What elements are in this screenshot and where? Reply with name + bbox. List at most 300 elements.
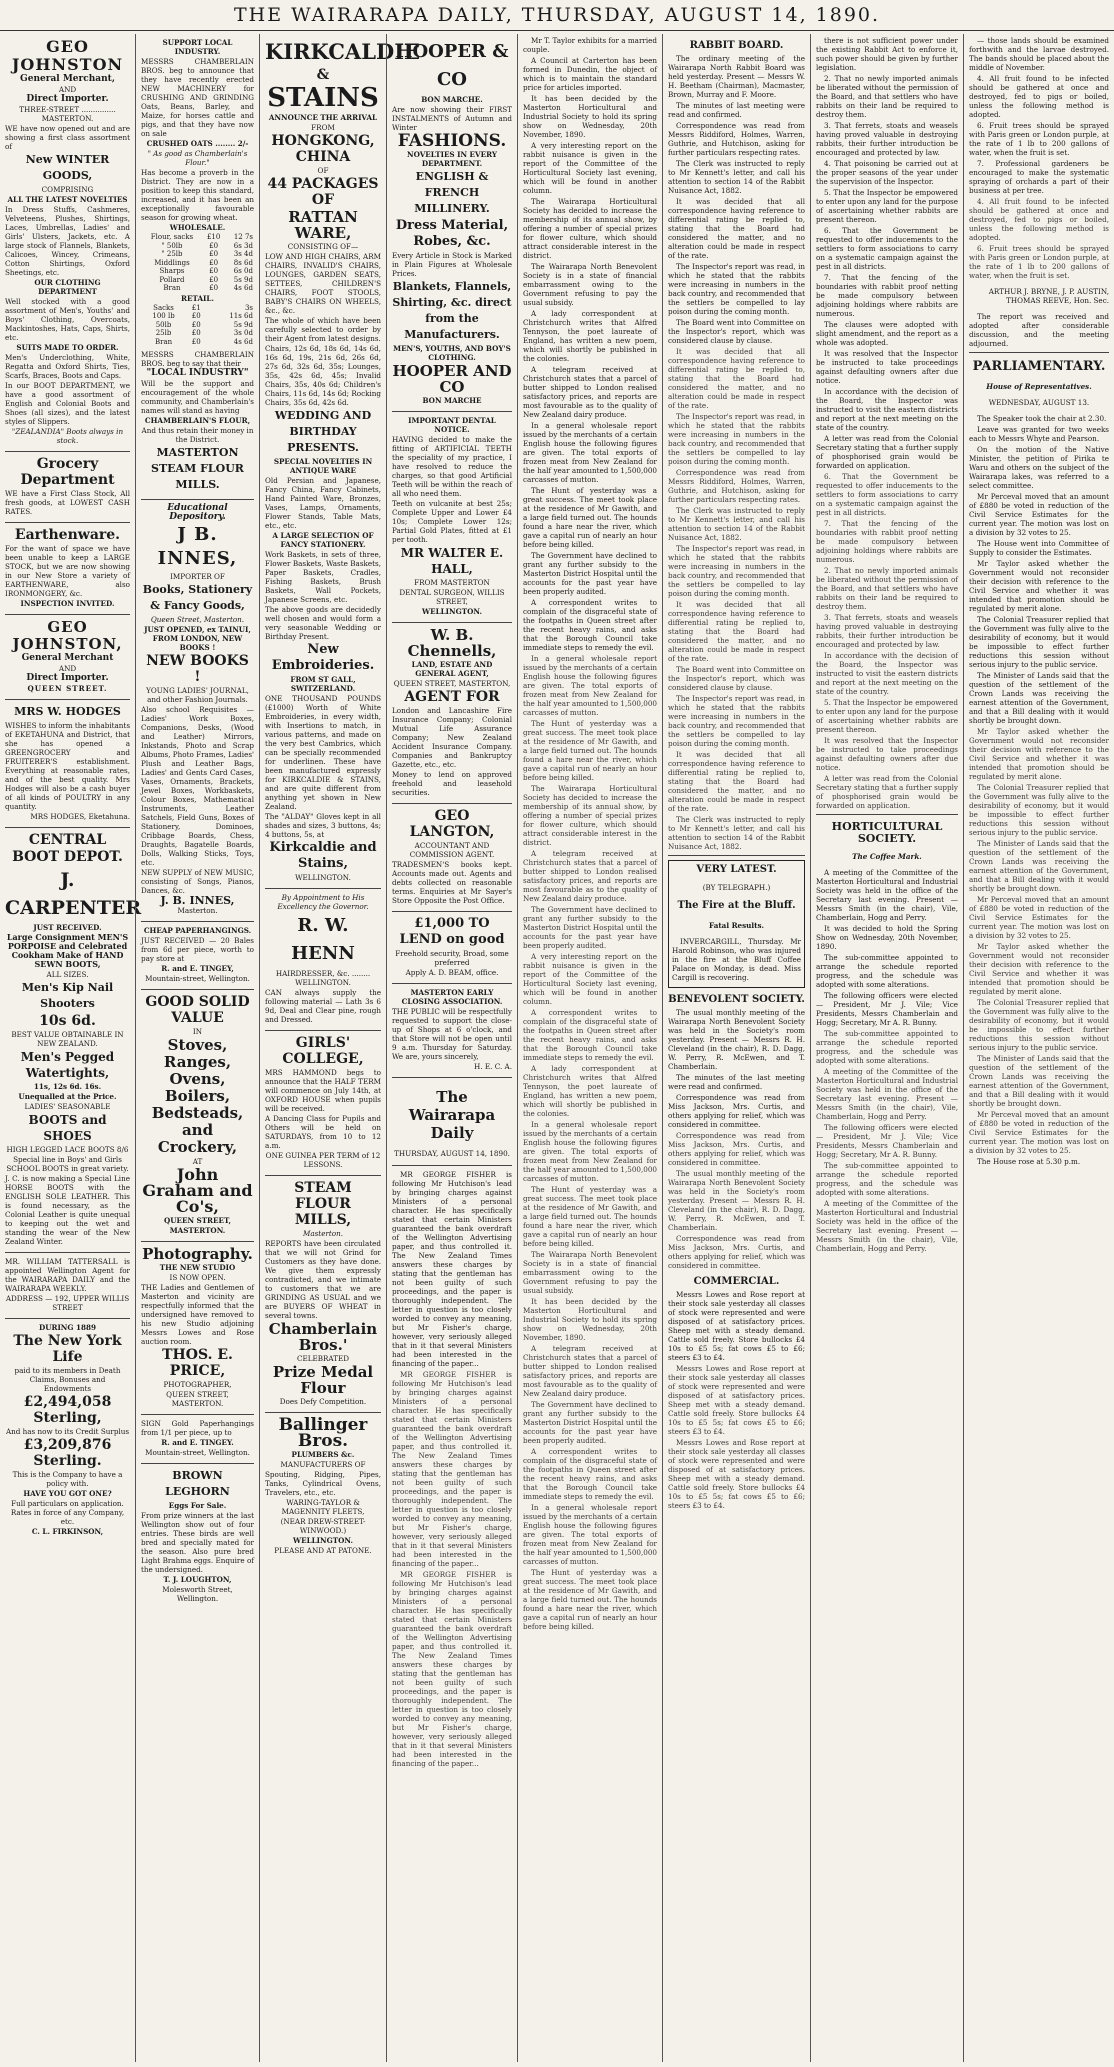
lend-freehold: Freehold security, Broad, some preferred [395, 949, 509, 967]
henn-body: CAN always supply the following material — Lath 3s 6 9d, Deal and Clear pine, rough and Dressed. [265, 988, 381, 1024]
hall-sub: FROM MASTERTON [414, 578, 490, 587]
nyl-question: HAVE YOU GOT ONE? [23, 1489, 112, 1498]
nyl-full: Full particulars on application. Rates in force of any Company, etc. [10, 1499, 125, 1526]
news-3-cont: The Wairarapa Horticultural Society has decided to increase the membership of its annual show, by offering a number of special prizes for flower culture, which should attract considerable interest in the district. [523, 784, 657, 847]
wholesale-cell: £10 [206, 233, 221, 241]
rabbit-cont-19: A letter was read from the Colonial Secretary stating that a further supply of phosphorised grain would be forwarded on application. [816, 774, 958, 810]
parl-body-12: Mr Perceval moved that an amount of £880 be voted in reduction of the Civil Service Estimates for the current year. The motion was lost on a division by 32 votes to 25. [969, 894, 1109, 940]
dentist-ad [392, 412, 512, 623]
crushed-oats: CRUSHED OATS ........ 2/- [146, 139, 249, 148]
hooper-bon: BON MARCHE. [421, 95, 483, 104]
good-as: " As good as Chamberlain's Flour." [147, 149, 248, 167]
retail-row [141, 304, 254, 313]
parl-body-3: On the motion of the Native Minister, the petition of Pirika te Waru and others on the subject of the Wairarapa lakes, was referred to a select committee. [969, 444, 1109, 490]
langton-body: TRADESMEN'S books kept. Accounts made out. Agents and debts collected on reasonable terms. Enquiries at Mr Sayer's Store Opposite the Post Office. [392, 860, 512, 905]
news-6-cont: A very interesting report on the rabbit nuisance is given in the report of the Committee of the Horticultural Society last evening, which will be found in another column. [523, 952, 657, 1006]
tingey-name: R. and E. TINGEY, [161, 964, 234, 973]
hooper-novelties: NOVELTIES IN EVERY DEPARTMENT. [407, 150, 497, 168]
hort-body-8: The sub-committee appointed to arrange the schedule reported progress, and the schedule was adopted with some alterations. [816, 1161, 958, 1198]
rabbit-body-7: The Board went into Committee on the Inspector's report, which was considered clause by clause. [668, 318, 805, 345]
wholesale-row [141, 284, 254, 293]
parl-body-15: The Minister of Lands said that the question of the settlement of the Crown Lands was receiving the earnest attention of the Government, and that a Bill dealing with it would shortly be brought down. [969, 1053, 1109, 1108]
retail-cell: £0 [191, 320, 201, 329]
innes-name: J B. INNES, [157, 524, 238, 569]
geo2-role: General Merchant [21, 653, 114, 663]
orchard-4: 7. Professional gardeners be encouraged to make the systematic spraying of orchards a part of their business at per tree. [969, 159, 1109, 195]
geo-intro: WE have now opened out and are showing a first class assortment of [5, 124, 130, 151]
central-title2: BOOT DEPOT. [12, 849, 123, 865]
parl-date: WEDNESDAY, AUGUST 13. [988, 397, 1090, 407]
rabbit-body-3: Correspondence was read from Messrs Riddiford, Holmes, Warren, Guthrie, and Hutchison, asking for further particulars respecting rates. [668, 121, 805, 157]
tattersall-body: MR. WILLIAM TATTERSALL is appointed Wellington Agent for the WAIRARAPA DAILY and the WAIRARAPA WEEKLY. [5, 1257, 130, 1293]
hooper-bon-2: BON MARCHE [422, 396, 482, 405]
central-sizes: ALL SIZES. [46, 970, 89, 979]
hooper-english: ENGLISH & FRENCH MILLINERY. [414, 170, 490, 215]
hort-body-6: A meeting of the Committee of the Masterton Horticultural and Industrial Society was held in the office of the Secretary last evening. Present — Messrs Smith (in the chair), Vile, Chamberlain, Hogg and Perry. [816, 1067, 958, 1122]
kirk-body6: ONE THOUSAND POUNDS (£1000) Worth of White Embroideries, in every width, with Insertions to match, in various patterns, and made on the very best Cambrics, which can be specially recommended for underlinen. These have been manufactured expressly for KIRKCALDIE & STAINS, and are quite different from anything yet shown in New Zealand. [265, 694, 381, 811]
column-6 [662, 34, 810, 2062]
henn-ad [265, 889, 381, 1031]
girls-body: MRS HAMMOND begs to announce that the HALF TERM will commence on July 14th, at OXFORD HOUSE when pupils will be received. [265, 1068, 381, 1113]
hodges-title: MRS W. HODGES [14, 705, 121, 718]
retail-cell: 11s 6d [229, 312, 253, 320]
cham-body: MESSRS CHAMBERLAIN BROS. beg to announce that they have recently erected NEW MACHINERY for CRUSHING AND GRINDING Oats, Beans, Barley, and Maize, for horses cattle and pigs, and that they have now on sale [141, 57, 254, 138]
chennells-agentfor: AGENT FOR [404, 689, 500, 705]
rabbit-body-8: It was decided that all correspondence having reference to differential rating be replied to, stating that the Board had considered the matter, and no alteration could be made in respect of the rate. [668, 347, 805, 410]
innes-books: Books, Stationery & Fancy Goods, [142, 583, 253, 612]
column-5 [517, 34, 662, 2062]
benev-body-5: The usual monthly meeting of the Wairarapa North Benevolent Society was held in the Society's room yesterday. Present — Messrs R. H. Cleveland (in the chair), R. D. Dagg, W. Perry, R. McEwen, and T. Chamberlain. [668, 1168, 805, 1232]
wholesale-cell: " 25lb [161, 250, 183, 258]
geo-novelties: ALL THE LATEST NOVELTIES [7, 195, 128, 204]
geo-street: THREE-STREET ............... MASTERTON. [19, 105, 116, 123]
stains-title: STAINS [267, 83, 379, 113]
sign-paper-ad [141, 1415, 254, 1464]
news-8-cont: A lady correspondent at Christchurch writes that Alfred Tennyson, the poet laureate of England, has written a new poem, which will shortly be published in the colonies. [523, 1064, 657, 1118]
nyl-agent: C. L. FIRKINSON, [31, 1527, 104, 1536]
ballinger-body: Spouting, Ridging, Pipes, Tanks, Cylindrical Ovens, Travelers, etc., etc. [265, 1470, 381, 1497]
rabbit-cont-8: The clauses were adopted with slight amendment, and the report as a whole was adopted. [816, 320, 958, 347]
kirk-albany: The "ALDAY" Gloves kept in all shades and sizes, 3 buttons, 4s; 4 buttons, 5s, at [265, 812, 381, 839]
photo-title: Photography. [142, 1245, 253, 1263]
editorial-body: MR GEORGE FISHER is following Mr Hutchison's lead by bringing charges against Ministers of a personal character. He has specifically stated that certain Ministers guaranteed the bank overdraft of the Wellington Advertising paper, and thus controlled it. The New Zealand Times answers these charges by stating that the gentleman has not been guilty of such proceedings, and the paper is thoroughly independent. The letter in question is too closely worded to convey any meaning, but Mr Fisher's charge, however, very seriously alleged that in it that several Ministers had been interested in the financing of the paper... [392, 1170, 512, 1369]
ballinger-mfrs: MANUFACTURERS OF [280, 1460, 366, 1469]
geo-sub: AND [58, 85, 77, 94]
parl-body-2: Leave was granted for two weeks each to Messrs Whyte and Pearson. [969, 424, 1109, 443]
rabbit-body-9: The Inspector's report was read, in which he stated that the rabbits were increasing in numbers in the back country, and recommended that the settlers be compelled to lay poison during the coming month. [668, 412, 805, 466]
local-hd: MESSRS CHAMBERLAIN BROS. beg to say that their [141, 350, 254, 368]
kirk-body3: Old Persian and Japanese, Fancy China, Fancy Cabinets, Hand Painted Ware, Bronzes, Vases, Lamps, Ornaments, Flower Stands, Table Mats, etc., etc. [265, 476, 381, 530]
loughton-name: T. J. LOUGHTON, [163, 1575, 232, 1584]
rabbit-body-11: The Clerk was instructed to reply to Mr Kennett's letter, and call his attention to section 14 of the Rabbit Nuisance Act, 1882. [668, 506, 805, 542]
from: FROM [311, 123, 335, 132]
rabbit-body-15: The Inspector's report was read, in which he stated that the rabbits were increasing in numbers in the back country, and recommended that the settlers be compelled to lay poison during the coming month. [668, 694, 805, 748]
flour-name: CHAMBERLAIN'S FLOUR, [144, 416, 251, 425]
news-12-cont: It has been decided by the Masterton Horticultural and Industrial Society to hold its spring show on Wednesday, 20th November, 1890. [523, 1297, 657, 1342]
henn-appt: By Appointment to His Excellency the Governor. [277, 893, 369, 911]
news-7-cont: A correspondent writes to complain of the disgraceful state of the footpaths in Queen street after the recent heavy rains, and asks that the Borough Council take immediate steps to remedy the evil. [523, 1008, 657, 1062]
leghorn-title: BROWN LEGHORN [165, 1469, 230, 1498]
rabbit-cont-18: It was resolved that the Inspector be instructed to take proceedings against defaulting owners after due notice. [816, 736, 958, 772]
dentist-hd: IMPORTANT DENTAL NOTICE. [408, 416, 496, 434]
news-12: A correspondent writes to complain of the disgraceful state of the footpaths in Queen street after the recent heavy rains, and asks that the Borough Council take immediate steps to remedy the evil. [523, 598, 657, 652]
girls-title: GIRLS' COLLEGE, [282, 1035, 364, 1067]
retail-cell: 50lb [155, 320, 172, 329]
nyl-this: This is the Company to have a policy with. [12, 1470, 123, 1488]
geo-boot: In our BOOT DEPARTMENT, we have a good assortment of English and Colonial Boots and Shoes (all sizes), and the latest styles of Slippers. [5, 381, 130, 426]
steam-dry: Does Defy Competition. [279, 1397, 367, 1406]
wholesale-cell: Pollard [159, 275, 185, 284]
mcca-hd: MASTERTON EARLY CLOSING ASSOCIATION. [401, 988, 503, 1006]
retail-table [141, 304, 254, 347]
earthenware-ad [5, 523, 130, 615]
news-3: It has been decided by the Masterton Horticultural and Industrial Society to hold its spring show on Wednesday, 20th November, 1890. [523, 94, 657, 139]
geo-body: In Dress Stuffs, Cashmeres, Velveteens, Plushes, Shirtings, Laces, Umbrellas, Ladies' and Girls' Ulsters, Jackets, etc. A large stock of Flannels, Blankets, Calicoes, Wincey, Crimeans, Cotton Shirtings, Oxford Sheetings, etc. [5, 205, 130, 277]
wholesale-cell: " 50lb [161, 241, 183, 250]
geo-zealandia: "ZEALANDIA" Boots always in stock. [11, 427, 124, 445]
parliamentary-heading: PARLIAMENTARY. [972, 359, 1106, 375]
benev-body-6: Correspondence was read from Miss Jackson, Mrs. Curtis, and others applying for relief, which was considered in committee. [668, 1233, 805, 1270]
rabbit-body-16: It was decided that all correspondence having reference to differential rating be replied to, stating that the Board had considered the matter, and no alteration could be made in respect of the rate. [668, 750, 805, 813]
lend-ad [392, 912, 512, 984]
rabbit-cont-16: In accordance with the decision of the Board, the Inspector was instructed to visit the eastern districts and report at the next meeting on the state of the country. [816, 651, 958, 696]
ballinger-patronage: PLEASE AND AT PATONE. [274, 1546, 372, 1555]
news-5-cont: The Government have declined to grant any further subsidy to the Masterton District Hospital until the accounts for the past year have been properly audited. [523, 905, 657, 950]
wholesale-cell: Flour, sacks [150, 233, 194, 241]
graham-queen: QUEEN STREET, [163, 1216, 232, 1225]
news-1-cont: In a general wholesale report issued by the merchants of a certain English house the following figures are given. The total exports of frozen meat from New Zealand for the half year amounted to 1,500,000 carcasses of mutton. [523, 654, 657, 717]
hodges-sig: MRS HODGES, Eketahuna. [30, 812, 130, 821]
news-10-cont: The Hunt of yesterday was a great success. The meet took place at the residence of Mr Gawith, and a large field turned out. The hounds found a hare near the river, which gave a capital run of nearly an hour before being killed. [523, 1185, 657, 1248]
parl-body-8: The Minister of Lands said that the question of the settlement of the Crown Lands was receiving the earnest attention of the Government, and that a Bill dealing with it would shortly be brought down. [969, 670, 1109, 725]
steam-cham: Chamberlain Bros.' [268, 1320, 378, 1354]
central-boot-depot-ad [5, 828, 142, 1253]
geo-role: General Merchant, [20, 74, 115, 84]
nyl-amt1: £2,494,058 Sterling, [23, 1394, 112, 1426]
retail-row [141, 312, 254, 321]
hooper-every: Every Article in Stock is Marked in Plain Figures at Wholesale Prices. [392, 251, 512, 278]
central-boots: BOOTS and SHOES [28, 1113, 107, 1143]
kirk-large: A LARGE SELECTION OF FANCY STATIONERY. [272, 531, 374, 549]
rabbit-cont-2: 2. That no newly imported animals be liberated without the permission of the Board, and that settlers who have rabbits on their land be required to destroy them. [816, 74, 958, 119]
news-7: A lady correspondent at Christchurch writes that Alfred Tennyson, the poet laureate of England, has written a new poem, which will shortly be published in the colonies. [523, 309, 657, 363]
news-13-cont: A telegram received at Christchurch states that a parcel of butter shipped to London realised satisfactory prices, and reports are most favourable as to the quality of New Zealand dairy produce. [523, 1344, 657, 1398]
ballinger-waring: WARING-TAYLOR & MAGENNITY FLEETS, [281, 1498, 365, 1516]
commercial-heading: COMMERCIAL. [693, 1275, 780, 1287]
innes-name-2: J. B. INNES, [160, 894, 235, 907]
kirk-attention: SPECIAL NOVELTIES IN ANTIQUE WARE [273, 457, 373, 475]
hort-sub: The Coffee Mark. [852, 852, 922, 862]
gsv-3: Stoves, Ranges, Ovens, Boilers, Bedsteads, and Crockery, [151, 1036, 244, 1156]
rabbit-cont-6: 6. That the Government be requested to offer inducements to the settlers to form associations to carry on a systematic campaign against the pest in all districts. [816, 226, 958, 271]
retail-hd: RETAIL. [181, 293, 214, 303]
eggs-body: From prize winners at the last Wellington show out of four entries. These birds are well bred and specially mated for the season. Also pure bred Light Brahma eggs. Enquire of the undersigned. [141, 1511, 254, 1574]
parl-body-9: Mr Taylor asked whether the Government would not reconsider their decision with reference to the Civil Service and whether it was intended that promotion should be regulated by merit alone. [969, 726, 1109, 781]
hooper-ad [392, 34, 512, 412]
geo2-street: QUEEN STREET. [27, 684, 108, 693]
steam-body: REPORTS have been circulated that we will not Grind for Customers as they have done. We give them expressly contradicted, and we intimate to customers that we are GRINDING AS USUAL and we are BUYERS OF WHEAT in several towns. [265, 1239, 381, 1320]
wholesale-cell: 6s 3d [233, 241, 253, 250]
innes-opened: JUST OPENED, ex TAINUI, FROM LONDON, NEW BOOKS ! [144, 625, 251, 652]
retail-row [141, 329, 254, 338]
rabbit-cont-4: 4. That poisoning be carried out at the proper seasons of the year under the supervision of the Inspector. [816, 159, 958, 186]
central-kip: Men's Kip Nail Shooters [21, 981, 114, 1010]
mcca-ad [392, 984, 512, 1078]
parl-body-5: The House went into Committee of Supply to consider the Estimates. [969, 538, 1109, 557]
wholesale-row [141, 242, 254, 251]
steam-title: STEAM FLOUR MILLS, [294, 1180, 352, 1228]
wholesale-cell: £0 [209, 258, 219, 267]
rabbit-cont-3: 3. That ferrets, stoats and weasels having proved valuable in destroying rabbits, their further introduction be encouraged and protected by law. [816, 121, 958, 157]
kirkcaldie-ad [265, 34, 421, 889]
comm-body-2: Messrs Lowes and Rose report at their stock sale yesterday all classes of stock were represented and were disposed of at satisfactory prices. Sheep met with a steady demand. Cattle sold freely. Store bullocks £4 10s to £5 5s; fat cows £5 to £6; steers £3 to £4. [668, 1363, 805, 1436]
grocery-title: Grocery Department [20, 456, 115, 488]
parl-body-16: Mr Perceval moved that an amount of £880 be voted in reduction of the Civil Service Estimates for the current year. The motion was lost on a division by 32 votes to 25. [969, 1109, 1109, 1155]
carpenter-name: J. CARPENTER [5, 869, 142, 919]
lend-amt: £1,000 TO LEND on good [399, 916, 505, 947]
orchard-6: 6. Fruit trees should be sprayed with Paris green or London purple, at the rate of 1 lb to 200 gallons of water, when the fruit is set. [969, 244, 1109, 280]
retail-cell: 25lb [155, 329, 172, 337]
retail-row [141, 321, 254, 330]
central-special: Special line in Boys' and Girls SCHOOL BOOTS in great variety. [6, 1155, 129, 1173]
girls-college-ad [265, 1031, 381, 1176]
kirk-wedding: WEDDING AND BIRTHDAY PRESENTS. [274, 409, 372, 454]
henn-sub: HAIRDRESSER, &c. ........ WELLINGTON. [275, 969, 371, 987]
rabbit-cont-15: 3. That ferrets, stoats and weasels having proved valuable in destroying rabbits, their further introduction be encouraged and protected by law. [816, 613, 958, 649]
local-body: Will be the support and encouragement of the whole community, and Chamberlain's names will stand as having [141, 379, 254, 415]
comm-body-3: Messrs Lowes and Rose report at their stock sale yesterday all classes of stock were represented and were disposed of at satisfactory prices. Sheep met with a steady demand. Cattle sold freely. Store bullocks £4 10s to £5 5s; fat cows £5 to £6; steers £3 to £4. [668, 1437, 805, 1510]
tattersall-address: ADDRESS — 192, UPPER WILLIS STREET [5, 1294, 130, 1312]
girls-dancing: A Dancing Class for Pupils and Others will be held on SATURDAYS, from 10 to 12 a.m. [265, 1114, 381, 1150]
tingey-addr: Mountain-street, Wellington. [145, 974, 250, 983]
announce: ANNOUNCE THE ARRIVAL [268, 113, 378, 122]
rabbit-cont-10: In accordance with the decision of the Board, the Inspector was instructed to visit the eastern districts and report at the next meeting on the state of the country. [816, 387, 958, 432]
rattan: RATTAN WARE, [288, 208, 358, 242]
wholesale-cell: £0 [209, 267, 219, 275]
mcca-body: THE PUBLIC will be respectfully requested to support the close-up of Shops at 6 o'clock, and that Store will not be open until 9 a.m. Thursday for Saturday. We are, yours sincerely, [392, 1007, 512, 1061]
rabbit-cont-5: 5. That the Inspector be empowered to enter upon any land for the purpose of ascertaining whether rabbits are present thereon. [816, 188, 958, 224]
hort-body-2: It was decided to hold the Spring Show on Wednesday, 20th November, 1890. [816, 924, 958, 952]
sig-hd: SIGN Gold Paperhangings from 1/1 per piece, up to [141, 1419, 254, 1437]
kirkcaldie-title: KIRKCALDIE [265, 39, 421, 64]
column-7 [810, 34, 963, 2062]
kirkcaldie-amp: & [316, 67, 330, 83]
steam-mast: Masterton. [302, 1229, 344, 1238]
geo-suits: Men's Underclothing, White, Regatta and Oxford Shirts, Ties, Scarfs, Braces, Boots and Caps. [5, 353, 130, 380]
nyl-amt2: £3,209,876 Sterling. [23, 1437, 112, 1469]
rabbit-cont-7: 7. That the fencing of the boundaries with rabbit proof netting be made compulsory between adjoining holdings where rabbits are numerous. [816, 273, 958, 318]
hort-body-4: The following officers were elected — President, Mr J. Vile; Vice Presidents, Messrs Chamberlain and Hogg; Secretary, Mr A. R. Bunny. [816, 991, 958, 1028]
hooper-blankets: Blankets, Flannels, Shirting, &c. direct from the Manufacturers. [392, 280, 512, 341]
wholesale-row [141, 267, 254, 276]
wholesale-cell: 4s 6d [233, 284, 253, 292]
kirk-body2: The whole of which have been carefully selected to order by their Agent from latest designs. [265, 316, 381, 343]
innes-mast: Masterton. [177, 906, 218, 915]
news-16-cont: In a general wholesale report issued by the merchants of a certain English house the following figures are given. The total exports of frozen meat from New Zealand for the half year amounted to 1,500,000 carcasses of mutton. [523, 1503, 657, 1566]
eggs-title: Eggs For Sale. [168, 1501, 227, 1510]
central-title: CENTRAL [28, 832, 107, 848]
rabbit-cont-14: 2. That no newly imported animals be liberated without the permission of the Board, and that settlers who have rabbits on their land be required to destroy them. [816, 566, 958, 611]
graham-ad [141, 990, 254, 1242]
rabbit-body-13: It was decided that all correspondence having reference to differential rating be replied to, stating that the Board had considered the matter, and no alteration could be made in respect of the rate. [668, 600, 805, 663]
price-photographer: PHOTOGRAPHER, [163, 1380, 232, 1389]
support-title: SUPPORT LOCAL INDUSTRY. [162, 38, 233, 56]
parl-body-1: The Speaker took the chair at 2.30. [977, 413, 1107, 423]
dentist-body: HAVING decided to make the fitting of ARTIFICIAL TEETH the speciality of my practice, I have resolved to reduce the charges, so that good Artificial Teeth will be within the reach of all who need them. [392, 435, 512, 498]
lend-apply: Apply A. D. BEAM, office. [405, 968, 499, 977]
central-unequalled: Unequalled at the Price. [18, 1092, 117, 1101]
geo2-name: GEO JOHNSTON, [12, 618, 123, 653]
graham-mast: MASTERTON. [169, 1226, 226, 1235]
wholesale-row [141, 250, 254, 259]
graham-name: John Graham and Co's, [142, 1165, 253, 1216]
wholesale-cell: £0 [209, 275, 219, 284]
rabbit-body-6: The Inspector's report was read, in which he stated that the rabbits were increasing in numbers in the back country, and recommended that the settlers be compelled to lay poison during the coming month. [668, 262, 805, 316]
horticultural-heading: HORTICULTURAL SOCIETY. [831, 820, 943, 845]
masthead: THE WAIRARAPA DAILY, THURSDAY, AUGUST 14, 1890. [0, 0, 1114, 31]
column-4 [386, 34, 517, 2062]
news-5: The Wairarapa Horticultural Society has decided to increase the membership of its annual show, by offering a number of special prizes for flower culture, which should attract considerable interest in the district. [523, 197, 657, 260]
comm-body: Messrs Lowes and Rose report at their stock sale yesterday all classes of stock were represented and were disposed of at satisfactory prices. Sheep met with a steady demand. Cattle sold freely. Store bullocks £4 10s to £5 5s; fat cows £5 to £6; steers £3 to £4. [668, 1289, 805, 1362]
tattersall-ad [5, 1253, 130, 1319]
benev-body: The usual monthly meeting of the Wairarapa North Benevolent Society was held in the Society's room yesterday. Present — Messrs R. H. Cleveland (in the chair), R. D. Dagg, W. Perry, R. McEwen, and T. Chamberlain. [668, 1007, 805, 1071]
central-lines: Large Consignment MEN'S PORPOISE and Celebrated Cookham Make of HAND SEWN BOOTS, [6, 932, 129, 969]
henn-name: R. W. HENN [291, 915, 355, 964]
wholesale-cell: Bran [163, 284, 181, 292]
hort-body: A meeting of the Committee of the Masterton Horticultural and Industrial Society was held in the office of the Secretary last evening. Present — Messrs Smith (in the chair), Vile, Chamberlain, Hogg and Perry. [816, 868, 958, 923]
innes-importer: IMPORTER OF [170, 572, 225, 581]
leghorn-ad [141, 1464, 254, 1609]
column-1 [0, 34, 142, 2062]
geo-johnston-name: GEO JOHNSTON [11, 37, 124, 74]
ballinger-wellin: WELLINGTON. [293, 1536, 353, 1545]
central-best: BEST VALUE OBTAINABLE IN NEW ZEALAND. [11, 1030, 124, 1048]
orchard-signed: ARTHUR J. BRYNE, J. P. AUSTIN, THOMAS REEVE, Hon. Sec. [988, 287, 1109, 306]
news-11: The Government have declined to grant any further subsidy to the Masterton District Hospital until the accounts for the past year have been properly audited. [523, 551, 657, 596]
benev-body-2: The minutes of the last meeting were read and confirmed. [668, 1072, 805, 1091]
hodges-ad [5, 700, 130, 828]
geo-clothing-hd: OUR CLOTHING DEPARTMENT [34, 278, 101, 296]
benev-body-3: Correspondence was read from Miss Jackson, Mrs. Curtis, and others applying for relief, which was considered in committee. [668, 1092, 805, 1129]
hort-body-5: The sub-committee appointed to arrange the schedule reported progress, and the schedule was adopted with some alterations. [816, 1029, 958, 1066]
consisting: CONSISTING OF— [287, 242, 359, 251]
benevolent-heading: BENEVOLENT SOCIETY. [668, 993, 805, 1005]
steam-flour-ad [265, 1176, 381, 1413]
studio-title: THE NEW STUDIO [159, 1263, 236, 1272]
wholesale-cell: Sharps [159, 267, 185, 275]
wholesale-cell: 12 7s [233, 233, 253, 241]
gsv-2: IN [192, 1027, 203, 1036]
parl-body-6: Mr Taylor asked whether the Government would not reconsider their decision with reference to the Civil Service and whether it was intended that promotion should be regulated by merit alone. [969, 558, 1109, 613]
parl-body-7: The Colonial Treasurer replied that the Government was fully alive to the desirability of economy, but it would be impossible to effect further reductions this session without serious injury to the public service. [969, 614, 1109, 669]
news-2: A Council at Carterton has been formed in Dunedin, the object of which is to maintain the standard price for articles imported. [523, 56, 657, 92]
central-ladies: LADIES' SEASONABLE [24, 1102, 111, 1111]
girls-guinea: ONE GUINEA PER TERM of 12 LESSONS. [265, 1151, 381, 1169]
hodges-body: WISHES to inform the inhabitants of EKETAHUNA and District, that she has opened a GREENGROCERY and FRUITERER'S establishment. Everything at reasonable rates, and of the best quality. Mrs Hodges will also be a cash buyer of all kinds of POULTRY in any quantity. [5, 721, 131, 811]
chennells-land: LAND, ESTATE AND GENERAL AGENT, [411, 660, 493, 678]
chennells-money: Money to lend on approved freehold and leasehold securities. [392, 770, 512, 797]
hort-body-9: A meeting of the Committee of the Masterton Horticultural and Industrial Society was held in the office of the Secretary last evening. Present — Messrs Smith (in the chair), Vile, Chamberlain, Hogg and Perry. [816, 1199, 958, 1254]
orchard-2: 4. All fruit found to be infected should be gathered at once and destroyed, fed to pigs or boiled, unless the following method is adopted. [969, 74, 1109, 119]
paper-hd: CHEAP PAPERHANGINGS. [143, 926, 252, 935]
column-3 [259, 34, 421, 2062]
kirk-gall: FROM ST GALL, SWITZERLAND. [290, 675, 356, 693]
fatal-title: Fatal Results. [709, 920, 764, 930]
central-high: HIGH LEGGED LACE BOOTS 8/6 [6, 1145, 129, 1154]
new-york-life-ad [5, 1319, 130, 1542]
rabbit-cont-1: there is not sufficient power under the existing Rabbit Act to enforce it, such power should be given by further legislation. [816, 36, 958, 72]
parl-body-4: Mr Perceval moved that an amount of £880 be voted in reduction of the Civil Service Estimates for the current year. The motion was lost on a division by 32 votes to 25. [969, 491, 1109, 537]
packages: 44 PACKAGES OF [267, 176, 379, 208]
rabbit-cont-12: 6. That the Government be requested to offer inducements to the settlers to form associations to carry on a systematic campaign against the pest in all districts. [816, 472, 958, 517]
retail-cell: Bran [154, 337, 173, 346]
kirk-kands: Kirkcaldie and Stains, [269, 840, 377, 871]
fire-body: INVERCARGILL, Thursday. Mr Harold Robinson, who was injured in the fire at the Bluff Coffee Palace on Monday, is dead. Miss Cargill is recovering. [672, 936, 801, 982]
langton-ad [392, 804, 512, 912]
hooper-dress: Dress Material, Robes, &c. [395, 218, 509, 249]
central-just: JUST RECEIVED. [33, 923, 102, 932]
nyl-and: And has now to its Credit Surplus [5, 1427, 130, 1436]
innes-journals: YOUNG LADIES' JOURNAL, and other Fashion Journals. [146, 686, 249, 704]
news-4: A very interesting report on the rabbit nuisance is given in the report of the Committee of the Horticultural Society last evening, which will be found in another column. [523, 141, 657, 195]
wholesale-cell: 3s 4d [233, 250, 253, 258]
news-11-cont: The Wairarapa North Benevolent Society is in a state of financial embarrassment owing to the Government refusing to pay the usual subsidy. [523, 1250, 657, 1295]
retail-cell: £0 [191, 312, 201, 320]
masterton-mills: MASTERTON STEAM FLOUR MILLS. [151, 446, 244, 491]
paperhangings-ad [141, 922, 254, 990]
editorial-body-repeat: MR GEORGE FISHER is following Mr Hutchison's lead by bringing charges against Ministers of a personal character. He has specifically stated that certain Ministers guaranteed the bank overdraft of the Wellington Advertising paper, and thus controlled it. The New Zealand Times answers these charges by stating that the gentleman has not been guilty of such proceedings, and the paper is thoroughly independent. The letter in question is too closely worded to convey any meaning, but Mr Fisher's charge, however, very seriously alleged that in it that several Ministers had been interested in the financing of the paper... [392, 1370, 512, 1569]
geo-johnston-ad-2 [5, 615, 130, 700]
news-14-cont: The Government have declined to grant any further subsidy to the Masterton District Hospital until the accounts for the past year have been properly audited. [523, 1400, 657, 1445]
wholesale-cell: 8s 6d [233, 258, 253, 267]
ballinger-waring2: (NEAR DREW-STREET-WINWOOD.) [280, 1517, 366, 1535]
benev-body-4: Correspondence was read from Miss Jackson, Mrs. Curtis, and others applying for relief, which was considered in committee. [668, 1130, 805, 1167]
news-1: Mr T. Taylor exhibits for a married couple. [523, 36, 657, 54]
ballinger-title: Ballinger Bros. [278, 1415, 368, 1451]
innes-music: NEW SUPPLY of NEW MUSIC, consisting of Songs, Pianos, Dances, &c. [141, 868, 254, 895]
editorial-section [392, 1078, 512, 1768]
hort-body-7: The following officers were elected — President, Mr J. Vile; Vice Presidents, Messrs Chamberlain and Hogg; Secretary, Mr A. R. Bunny. [816, 1123, 958, 1160]
central-pegged-price: 11s, 12s 6d. 16s. [33, 1082, 102, 1091]
hall-name: MR WALTER E. HALL, [400, 546, 504, 576]
parl-body-13: Mr Taylor asked whether the Government would not reconsider their decision with reference to the Civil Service and whether it was intended that promotion should be regulated by merit alone. [969, 941, 1109, 996]
rabbit-body-2: The minutes of last meeting were read and confirmed. [668, 101, 805, 119]
rabbit-body-10: Correspondence was read from Messrs Riddiford, Holmes, Warren, Guthrie, and Hutchison, asking for further particulars respecting rates. [668, 468, 805, 504]
innes-queen: Queen Street, Masterton. [150, 615, 245, 624]
mcca-sig: H. E. C. A. [474, 1062, 512, 1071]
steam-celebrated: CELEBRATED [296, 1354, 350, 1363]
rabbit-cont-9: It was resolved that the Inspector be instructed to take proceedings against defaulting owners after due notice. [816, 349, 958, 385]
earthenware-invite: INSPECTION INVITED. [20, 599, 115, 608]
gsv-1: GOOD SOLID VALUE [145, 994, 250, 1026]
rabbit-body-4: The Clerk was instructed to reply to Mr Kennett's letter, and call his attention to section 14 of the Rabbit Nuisance Act, 1882. [668, 159, 805, 195]
price-name: THOS. E. PRICE, [162, 1347, 233, 1379]
earthenware-body: For the want of space we have been unable to keep a LARGE STOCK, but we are now showing in our New Store a variety of EARTHENWARE, also IRONMONGERY, &c. [5, 544, 130, 598]
very-latest-heading: VERY LATEST. [696, 864, 777, 875]
column-2 [135, 34, 259, 2062]
news-4-cont: A telegram received at Christchurch states that a parcel of butter shipped to London realised satisfactory prices, and reports are most favourable as to the quality of New Zealand dairy produce. [523, 849, 657, 903]
studio-body: THE Ladies and Gentlemen of Masterton and vicinity are respectfully informed that the undersigned have removed to his new Studio adjoining Messrs Lowes and Rose auction room. [141, 1283, 254, 1346]
very-latest-box [668, 860, 805, 988]
innes-body: Also school Requisites — Ladies' Work Boxes, Companions, Desks, (Wood and Leather) Mirrors, Inkstands, Photo and Scrap Albums, Photo Frames, Ladies' Plush and Leather Bags, Ladies' and Gents Card Cases, Vases, Ornaments, Brackets, Jewel Boxes, Workbaskets, Colour Boxes, Mathematical Instruments, Leather Satchels, Field Guns, Boxes of Stationery, Dominoes, Cribbage Boards, Chess, Draughts, Bagatelle Boards, Dolls, Walking Sticks, Toys, etc. [141, 705, 254, 867]
mountain: Mountain-street, Wellington. [145, 1448, 250, 1457]
wholesale-row [141, 233, 254, 242]
paper-title: The Wairarapa Daily [408, 1088, 496, 1142]
news-9: In a general wholesale report issued by the merchants of a certain English house the following figures are given. The total exports of frozen meat from New Zealand for the half year amounted to 1,500,000 carcasses of mutton. [523, 421, 657, 484]
kirk-chairs: Chairs, 12s 6d, 18s 6d, 14s 6d, 16s 6d, 19s, 21s 6d, 26s 6d, 27s 6d, 32s 6d, 35s; Lounges, 35s, 42s 6d, 45s; Invalid Chairs, 35s, 40s 6d; Children's Chairs, 11s 6d, 14s 6d; Rocking Chairs, 35s 6d, 42s 6d. [265, 344, 381, 407]
nyl-during: DURING 1889 [38, 1323, 97, 1332]
paper-body: JUST RECEIVED — 20 Bales from 6d per piece, worth to pay store at [141, 936, 254, 963]
